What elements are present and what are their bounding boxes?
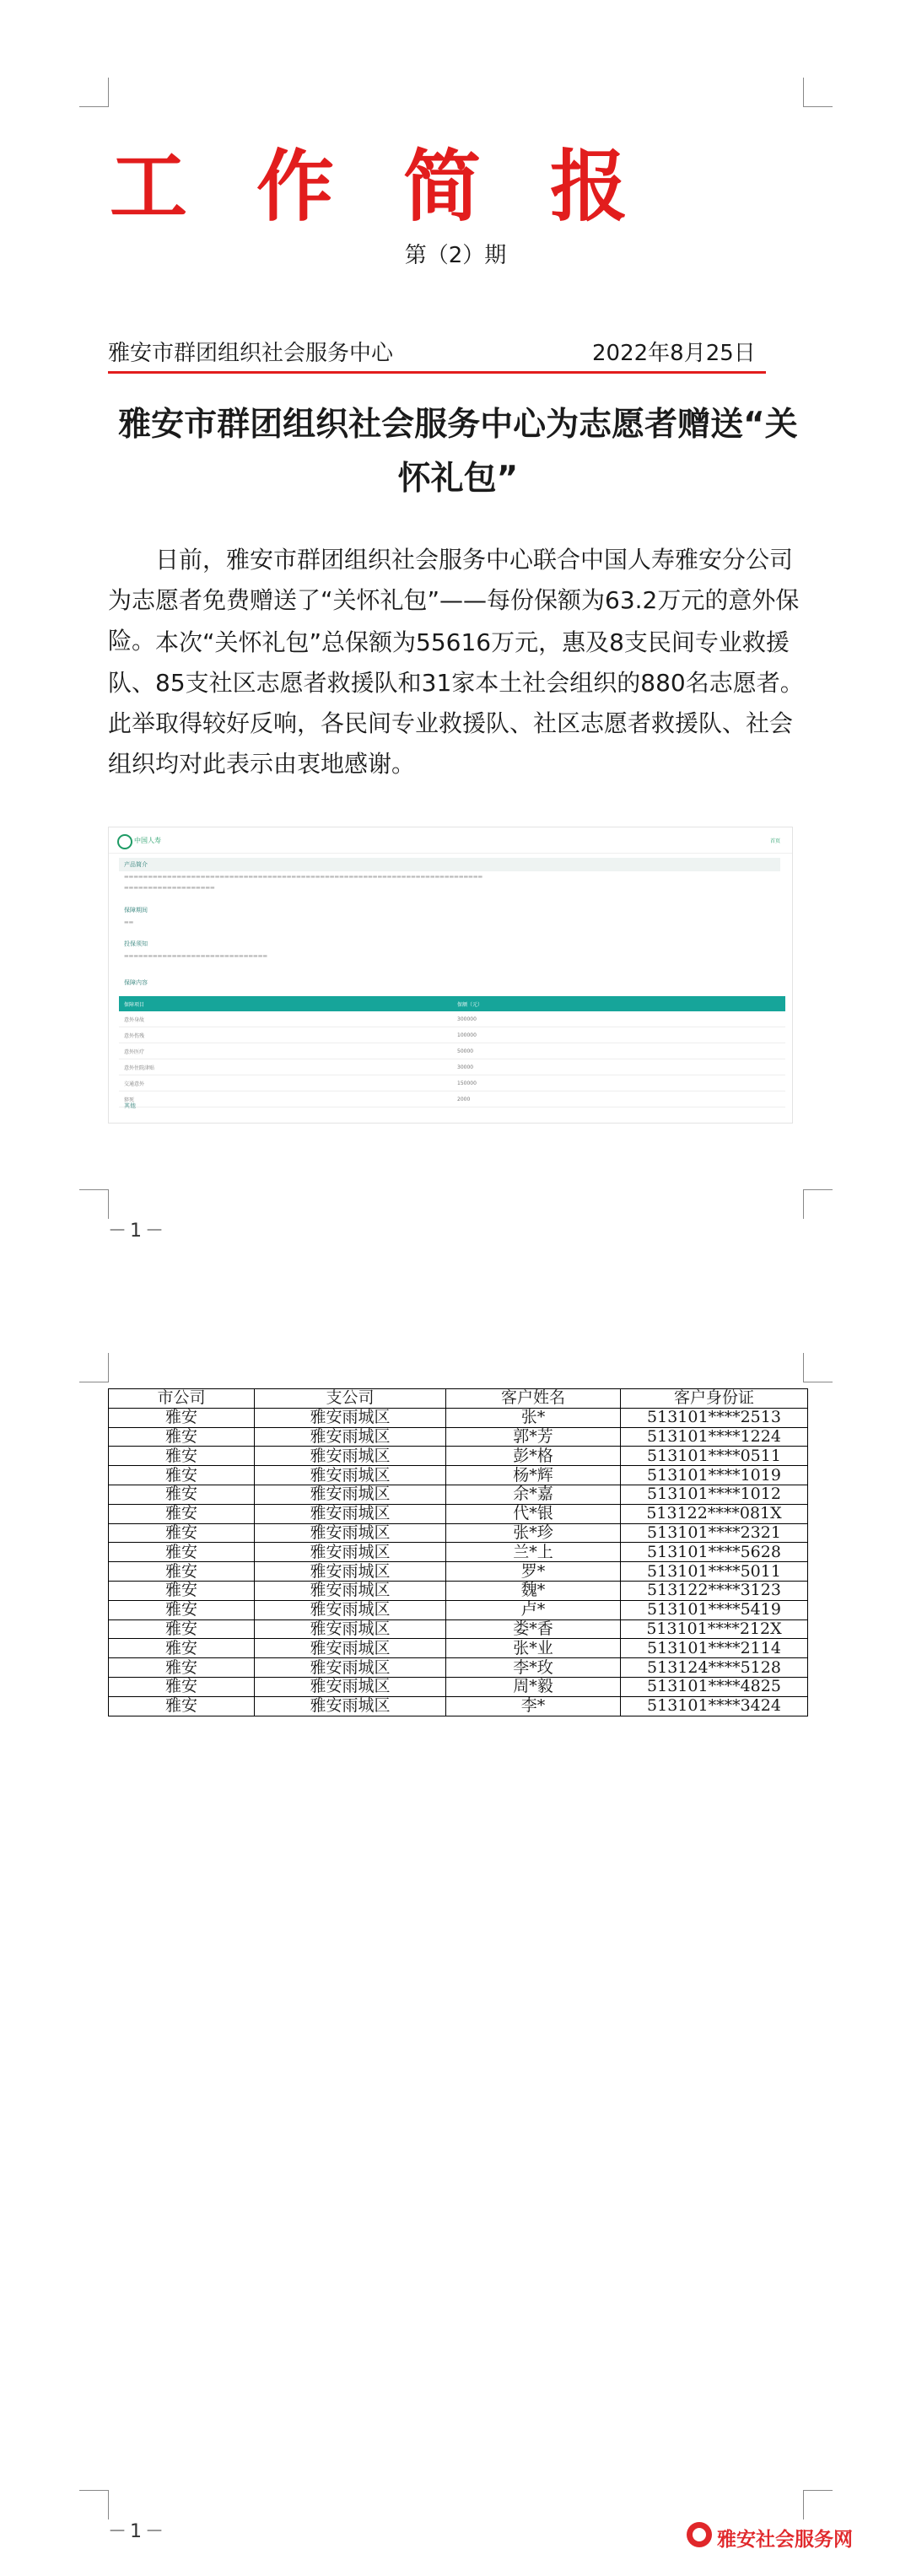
roster-header: 市公司 — [109, 1389, 255, 1409]
roster-header: 客户身份证 — [621, 1389, 808, 1409]
roster-header-row — [109, 1389, 808, 1409]
coverage-item: 意外住院津贴 — [119, 1059, 452, 1075]
roster-branch: 雅安雨城区 — [255, 1562, 446, 1582]
coverage-amount: 150000 — [452, 1075, 785, 1091]
roster-branch: 雅安雨城区 — [255, 1639, 446, 1658]
roster-name: 娄*香 — [446, 1619, 621, 1639]
roster-name: 彭*格 — [446, 1447, 621, 1466]
crop-mark — [803, 78, 833, 107]
roster-branch: 雅安雨城区 — [255, 1485, 446, 1504]
roster-branch: 雅安雨城区 — [255, 1600, 446, 1619]
roster-row — [109, 1696, 808, 1716]
volunteer-roster-table — [108, 1388, 808, 1716]
roster-row — [109, 1408, 808, 1427]
crop-mark — [79, 78, 109, 107]
roster-row — [109, 1581, 808, 1600]
screenshot-nav: 首页 — [769, 838, 780, 844]
roster-branch: 雅安雨城区 — [255, 1696, 446, 1716]
roster-city: 雅安 — [109, 1562, 255, 1582]
coverage-header: 保障项目 — [119, 996, 452, 1011]
roster-id-number: 513101****5628 — [621, 1543, 808, 1562]
roster-branch: 雅安雨城区 — [255, 1658, 446, 1678]
roster-name: 余*嘉 — [446, 1485, 621, 1504]
blurred-text-line: ▬▬▬▬▬▬▬▬▬▬▬▬▬▬▬▬▬▬▬ — [124, 885, 215, 891]
page-number: －1－ — [108, 2521, 167, 2542]
screenshot-section — [119, 1099, 780, 1113]
roster-row — [109, 1485, 808, 1504]
screenshot-section-title: 保障内容 — [124, 979, 148, 986]
roster-header: 客户姓名 — [446, 1389, 621, 1409]
coverage-item: 意外伤残 — [119, 1027, 452, 1043]
coverage-row — [119, 1027, 785, 1043]
coverage-amount: 300000 — [452, 1011, 785, 1027]
roster-id-number: 513101****0511 — [621, 1447, 808, 1466]
article-paragraph-2: 本次“关怀礼包”总保额为55616万元，惠及8支民间专业救援队、85支社区志愿者救援队和31家本土社会组织的880名志愿者。此举取得较好反响，各民间专业救援队、社区志愿者救援队、社会组织均对此表示由衷地感谢。 — [108, 628, 804, 778]
roster-name: 罗* — [446, 1562, 621, 1582]
roster-branch: 雅安雨城区 — [255, 1504, 446, 1523]
page-number: －1－ — [108, 1221, 167, 1242]
blurred-text-line: ▬▬ — [124, 919, 134, 925]
roster-name: 代*银 — [446, 1504, 621, 1523]
coverage-item: 意外医疗 — [119, 1043, 452, 1059]
crop-mark — [79, 1353, 109, 1382]
roster-city: 雅安 — [109, 1427, 255, 1447]
roster-city: 雅安 — [109, 1658, 255, 1678]
screenshot-logo-text: 中国人寿 — [134, 837, 161, 844]
roster-name: 魏* — [446, 1581, 621, 1600]
screenshot-header — [109, 827, 792, 854]
roster-city: 雅安 — [109, 1696, 255, 1716]
roster-city: 雅安 — [109, 1619, 255, 1639]
coverage-table — [119, 996, 785, 1107]
roster-city: 雅安 — [109, 1677, 255, 1696]
roster-row — [109, 1600, 808, 1619]
coverage-header: 保额（元） — [452, 996, 785, 1011]
roster-name: 李* — [446, 1696, 621, 1716]
roster-city: 雅安 — [109, 1485, 255, 1504]
roster-row — [109, 1504, 808, 1523]
roster-id-number: 513101****2513 — [621, 1408, 808, 1427]
crop-mark — [803, 1353, 833, 1382]
issue-date: 2022年8月25日 — [592, 341, 756, 366]
screenshot-section-title: 产品简介 — [119, 858, 780, 871]
site-logo-icon — [687, 2522, 712, 2547]
roster-row — [109, 1543, 808, 1562]
coverage-row — [119, 1059, 785, 1075]
crop-mark — [79, 2490, 109, 2519]
roster-row — [109, 1639, 808, 1658]
roster-id-number: 513122****081X — [621, 1504, 808, 1523]
china-life-logo-icon — [117, 834, 132, 849]
roster-branch: 雅安雨城区 — [255, 1619, 446, 1639]
roster-id-number: 513101****1019 — [621, 1466, 808, 1485]
roster-city: 雅安 — [109, 1408, 255, 1427]
roster-city: 雅安 — [109, 1581, 255, 1600]
roster-row — [109, 1447, 808, 1466]
roster-id-number: 513101****2114 — [621, 1639, 808, 1658]
roster-id-number: 513101****1012 — [621, 1485, 808, 1504]
article-headline: 雅安市群团组织社会服务中心为志愿者赠送“关怀礼包” — [118, 406, 798, 498]
issue-number: 第（2）期 — [404, 243, 507, 268]
coverage-amount: 2000 — [452, 1091, 785, 1107]
roster-id-number: 513101****3424 — [621, 1696, 808, 1716]
roster-row — [109, 1619, 808, 1639]
crop-mark — [803, 1189, 833, 1219]
roster-id-number: 513101****5419 — [621, 1600, 808, 1619]
roster-id-number: 513101****1224 — [621, 1427, 808, 1447]
screenshot-section — [119, 858, 780, 893]
roster-branch: 雅安雨城区 — [255, 1523, 446, 1543]
roster-branch: 雅安雨城区 — [255, 1581, 446, 1600]
roster-city: 雅安 — [109, 1504, 255, 1523]
roster-branch: 雅安雨城区 — [255, 1677, 446, 1696]
roster-city: 雅安 — [109, 1447, 255, 1466]
site-watermark: 雅安社会服务网 — [717, 2529, 853, 2551]
roster-city: 雅安 — [109, 1639, 255, 1658]
roster-branch: 雅安雨城区 — [255, 1466, 446, 1485]
coverage-item: 意外身故 — [119, 1011, 452, 1027]
screenshot-section — [119, 976, 780, 989]
roster-branch: 雅安雨城区 — [255, 1447, 446, 1466]
roster-id-number: 513122****3123 — [621, 1581, 808, 1600]
coverage-row — [119, 1075, 785, 1091]
roster-id-number: 513101****4825 — [621, 1677, 808, 1696]
roster-header: 支公司 — [255, 1389, 446, 1409]
screenshot-section — [119, 903, 780, 928]
screenshot-section-title: 投保须知 — [124, 940, 148, 947]
roster-id-number: 513101****212X — [621, 1619, 808, 1639]
roster-branch: 雅安雨城区 — [255, 1408, 446, 1427]
roster-branch: 雅安雨城区 — [255, 1427, 446, 1447]
article-paragraph-1: 日前，雅安市群团组织社会服务中心联合中国人寿雅安分公司为志愿者免费赠送了“关怀礼包”——每份保额为63.2万元的意外保险。 — [108, 546, 800, 655]
roster-row — [109, 1427, 808, 1447]
roster-row — [109, 1523, 808, 1543]
roster-city: 雅安 — [109, 1523, 255, 1543]
screenshot-section-title: 其他 — [124, 1102, 136, 1109]
roster-id-number: 513101****5011 — [621, 1562, 808, 1582]
roster-name: 兰*上 — [446, 1543, 621, 1562]
roster-id-number: 513101****2321 — [621, 1523, 808, 1543]
coverage-item: 猝死 — [119, 1091, 452, 1107]
roster-name: 张*珍 — [446, 1523, 621, 1543]
roster-name: 张*业 — [446, 1639, 621, 1658]
roster-name: 周*毅 — [446, 1677, 621, 1696]
screenshot-section — [119, 937, 780, 962]
crop-mark — [803, 2490, 833, 2519]
roster-name: 卢* — [446, 1600, 621, 1619]
roster-row — [109, 1562, 808, 1582]
roster-branch: 雅安雨城区 — [255, 1543, 446, 1562]
coverage-amount: 50000 — [452, 1043, 785, 1059]
roster-name: 杨*辉 — [446, 1466, 621, 1485]
roster-row — [109, 1466, 808, 1485]
blurred-text-line: ▬▬▬▬▬▬▬▬▬▬▬▬▬▬▬▬▬▬▬▬▬▬▬▬▬▬▬▬▬▬ — [124, 953, 268, 959]
coverage-amount: 30000 — [452, 1059, 785, 1075]
issuing-organization: 雅安市群团组织社会服务中心 — [108, 341, 394, 366]
red-divider — [108, 371, 766, 374]
coverage-row — [119, 1011, 785, 1027]
roster-city: 雅安 — [109, 1600, 255, 1619]
coverage-amount: 100000 — [452, 1027, 785, 1043]
crop-mark — [79, 1189, 109, 1219]
bulletin-title: 工作简报 — [110, 141, 698, 232]
roster-row — [109, 1677, 808, 1696]
roster-city: 雅安 — [109, 1543, 255, 1562]
roster-id-number: 513124****5128 — [621, 1658, 808, 1678]
insurance-product-screenshot — [108, 827, 793, 1124]
roster-name: 张* — [446, 1408, 621, 1427]
roster-row — [109, 1658, 808, 1678]
roster-city: 雅安 — [109, 1466, 255, 1485]
blurred-text-line: ▬▬▬▬▬▬▬▬▬▬▬▬▬▬▬▬▬▬▬▬▬▬▬▬▬▬▬▬▬▬▬▬▬▬▬▬▬▬▬▬▬▬▬▬▬▬▬▬▬▬▬▬▬▬▬▬▬▬▬▬▬▬▬▬▬▬▬▬▬▬▬▬▬▬▬ — [124, 874, 483, 880]
roster-name: 李*玫 — [446, 1658, 621, 1678]
screenshot-section-title: 保障期间 — [124, 907, 148, 913]
coverage-item: 交通意外 — [119, 1075, 452, 1091]
roster-name: 郭*芳 — [446, 1427, 621, 1447]
coverage-row — [119, 1043, 785, 1059]
